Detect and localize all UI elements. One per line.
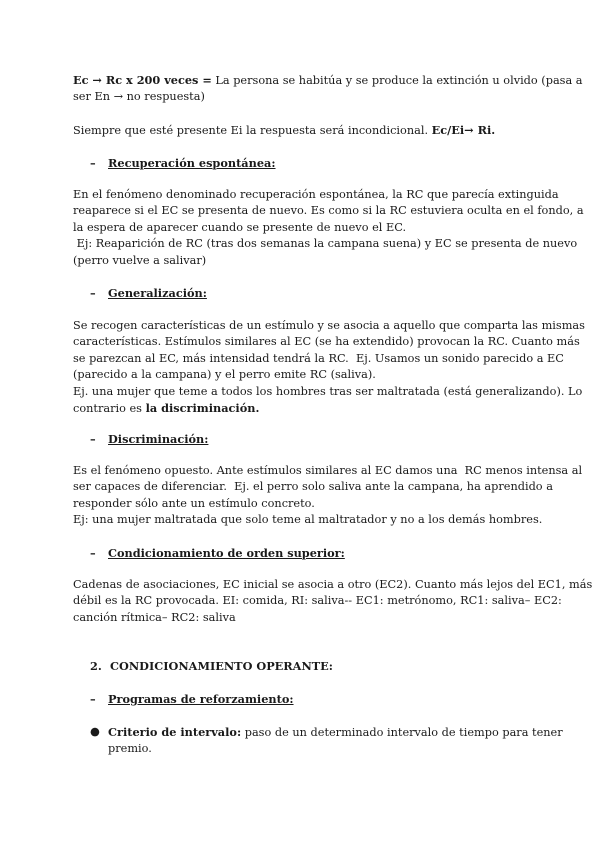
paragraph-line: Ej: Reaparición de RC (tras dos semanas la campana suena) y EC se presenta de nuevo <box>73 237 578 251</box>
paragraph-line: canción rítmica– RC2: saliva <box>73 610 236 624</box>
bullet-text <box>90 724 563 758</box>
paragraph-line: En el fenómeno denominado recuperación espontánea, la RC que parecía extinguida <box>73 188 559 201</box>
heading-title: Recuperación espontánea: <box>108 156 276 170</box>
paragraph-line: Ej: una mujer maltratada que solo teme al maltratador y no a los demás hombres. <box>73 513 543 527</box>
bold-term: Criterio de intervalo: <box>108 725 242 739</box>
heading-title: Generalización: <box>108 286 207 300</box>
heading-title: Programas de reforzamiento: <box>108 692 294 706</box>
paragraph-line: características. Estímulos similares al EC (se ha extendido) provocan la RC. Cuanto más <box>73 335 580 349</box>
paragraph-discriminacion <box>73 463 583 529</box>
bold-formula: Ec → Rc x 200 veces = <box>73 73 212 87</box>
paragraph-line: Ec → Rc x 200 veces = La persona se habitúa y se produce la extinción u olvido (pasa a <box>73 73 583 87</box>
paragraph-recuperacion <box>73 187 584 269</box>
bullet-dot-icon: ● <box>90 725 100 738</box>
dash-marker: – <box>90 546 96 560</box>
heading-title: Condicionamiento de orden superior: <box>108 546 345 560</box>
dash-marker: – <box>90 286 96 300</box>
heading-generalizacion <box>90 285 207 301</box>
paragraph-extinction <box>73 72 583 106</box>
paragraph-line: contrario es la discriminación. <box>73 401 260 416</box>
paragraph-line: (parecido a la campana) y el perro emite RC (saliva). <box>73 368 376 382</box>
paragraph-line: Ej. una mujer que teme a todos los hombres tras ser maltratada (está generalizando). Lo <box>73 384 583 398</box>
paragraph-line: se parezcan al EC, más intensidad tendrá la RC. Ej. Usamos un sonido parecido a EC <box>73 351 564 365</box>
paragraph-line: Cadenas de asociaciones, EC inicial se asocia a otro (EC2). Cuanto más lejos del EC1, más <box>73 578 593 591</box>
paragraph-line: responder sólo ante un estímulo concreto. <box>73 496 315 510</box>
dash-marker: – <box>90 156 96 170</box>
paragraph-line: Es el fenómeno opuesto. Ante estímulos similares al EC damos una RC menos intensa al <box>73 464 583 477</box>
heading-discriminacion <box>90 431 208 447</box>
bullet-item-intervalo <box>90 724 563 758</box>
paragraph-line: Se recogen características de un estímulo y se asocia a aquello que comparta las mismas <box>73 319 585 332</box>
paragraph-line: (perro vuelve a salivar) <box>73 253 207 267</box>
paragraph-unconditional <box>73 122 533 139</box>
paragraph-line: ser capaces de diferenciar. Ej. el perro solo saliva ante la campana, ha aprendido a <box>73 480 553 494</box>
paragraph-orden-superior <box>73 577 593 626</box>
heading-orden-superior <box>90 545 345 561</box>
heading-recuperacion <box>90 155 276 171</box>
dash-marker: – <box>90 432 96 446</box>
paragraph-line: Siempre que esté presente Ei la respuesta será incondicional. Ec/Ei→ Ri. <box>73 123 496 137</box>
paragraph-line: la espera de aparecer cuando se presente de nuevo el EC. <box>73 220 407 234</box>
bold-term: la discriminación. <box>145 401 260 416</box>
bold-formula: Ec/Ei→ Ri. <box>431 123 496 137</box>
section-title: CONDICIONAMIENTO OPERANTE: <box>110 659 333 673</box>
paragraph-line: débil es la RC provocada. EI: comida, RI: saliva-- EC1: metrónomo, RC1: saliva– EC2: <box>73 594 562 608</box>
paragraph-line: Criterio de intervalo: paso de un determinado intervalo de tiempo para tener <box>108 725 563 739</box>
paragraph-line: premio. <box>108 742 152 756</box>
paragraph-generalizacion <box>73 318 585 417</box>
section-number: 2. <box>90 659 102 673</box>
heading-programas <box>90 691 294 707</box>
heading-title: Discriminación: <box>108 432 209 446</box>
dash-marker: – <box>90 692 96 706</box>
section-heading-operante <box>90 658 333 674</box>
paragraph-line: reaparece si el EC se presenta de nuevo. Es como si la RC estuviera oculta en el fondo, a <box>73 204 584 218</box>
paragraph-line: ser En → no respuesta) <box>73 90 205 104</box>
